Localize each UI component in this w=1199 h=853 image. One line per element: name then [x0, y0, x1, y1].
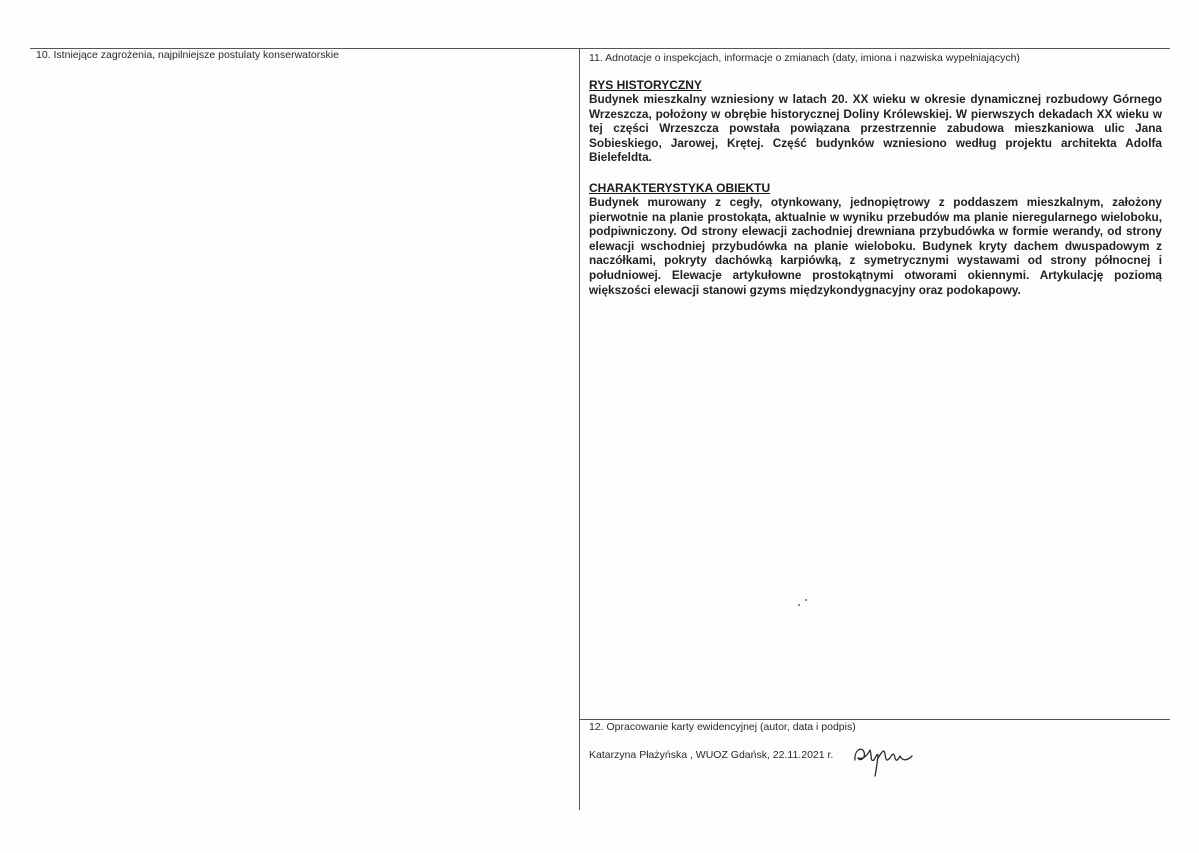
characteristics-section — [589, 181, 1162, 297]
historical-heading: RYS HISTORYCZNY — [589, 78, 702, 92]
field-11-label: 11. Adnotacje o inspekcjach, informacje o zmianach (daty, imiona i nazwiska wypełniających) — [589, 52, 1020, 64]
characteristics-heading: CHARAKTERYSTYKA OBIEKTU — [589, 181, 771, 195]
scan-speck — [798, 604, 800, 606]
historical-section — [589, 78, 1162, 165]
author-line: Katarzyna Płażyńska , WUOZ Gdańsk, 22.11.2021 r. — [589, 749, 834, 761]
field-12-rule — [580, 719, 1170, 720]
handwritten-signature — [850, 738, 920, 778]
field-12-label: 12. Opracowanie karty ewidencyjnej (autor, data i podpis) — [589, 721, 856, 733]
scan-speck — [805, 599, 807, 601]
field-10-label: 10. Istniejące zagrożenia, najpilniejsze postulaty konserwatorskie — [36, 49, 339, 61]
column-divider — [579, 48, 580, 810]
characteristics-body: Budynek murowany z cegły, otynkowany, jednopiętrowy z poddaszem mieszkalnym, założony pierwotnie na planie prostokąta, aktualnie w wyniku przebudów ma planie nieregularnego wieloboku, podpiwniczony. Od strony elewacji zachodniej drewniana przybudówka w formie werandy, od strony elewacji wschodniej przybudówka na planie wieloboku. Budynek kryty dachem dwuspadowym z naczółkami, pokryty dachówką karpiówką, z symetrycznymi wystawami od strony północnej i południowej. Elewacje artykułowne prostokątnymi otworami okiennymi. Artykulację poziomą większości elewacji stanowi gzyms międzykondygnacyjny oraz podokapowy. — [589, 195, 1162, 297]
historical-body: Budynek mieszkalny wzniesiony w latach 20. XX wieku w okresie dynamicznej rozbudowy Górnego Wrzeszcza, położony w obrębie historycznej Doliny Królewskiej. W pierwszych dekadach XX wieku w tej części Wrzeszcza powstała powiązana przestrzennie zabudowa mieszkaniowa ulic Jana Sobieskiego, Jarowej, Krętej. Część budynków wzniesiono według projektu architekta Adolfa Bielefeldta. — [589, 92, 1162, 165]
